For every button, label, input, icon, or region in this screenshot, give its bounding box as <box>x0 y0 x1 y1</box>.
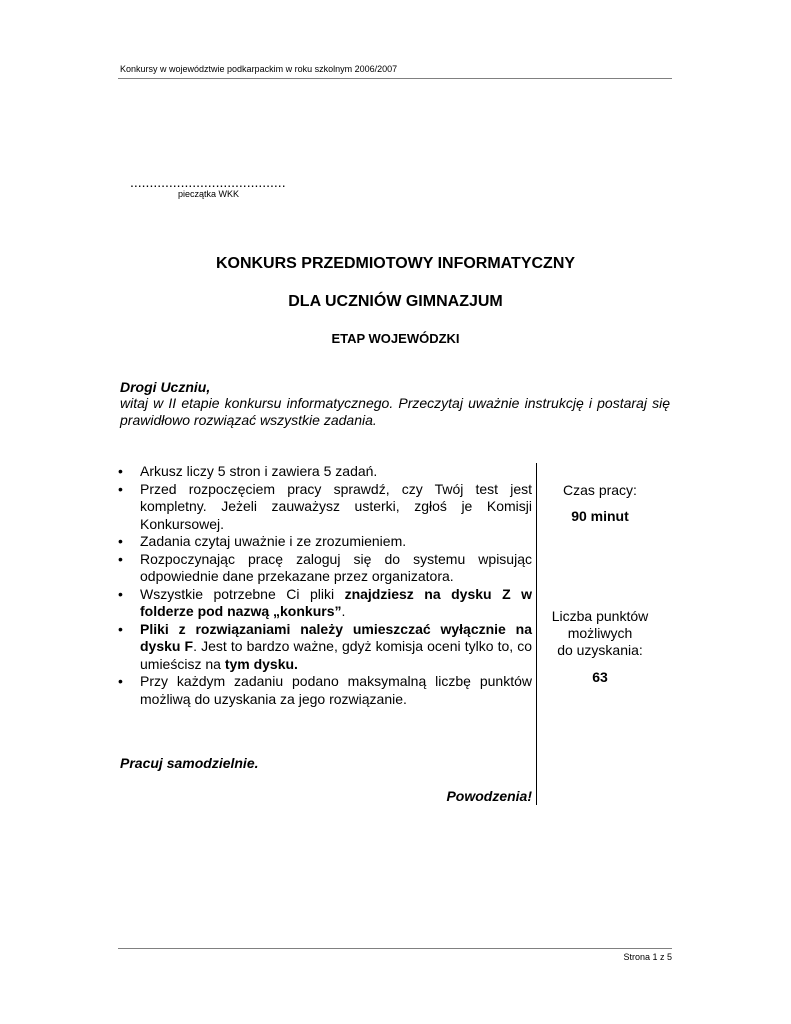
document-title: KONKURS PRZEDMIOTOWY INFORMATYCZNY <box>215 255 576 272</box>
stamp-placeholder: ........................................ <box>130 174 286 190</box>
time-label: Czas pracy: <box>563 482 637 498</box>
points-label-line: możliwych <box>567 625 633 641</box>
bullet: • <box>118 620 123 637</box>
header-divider <box>118 78 672 79</box>
list-item <box>118 463 532 481</box>
good-luck-note: Powodzenia! <box>446 788 532 804</box>
column-divider <box>536 463 537 805</box>
footer-divider <box>118 948 672 949</box>
page-number: Strona 1 z 5 <box>623 952 672 962</box>
instructions-list <box>118 463 532 708</box>
points-label <box>540 608 660 659</box>
instructions-box <box>118 463 532 708</box>
document-subtitle: DLA UCZNIÓW GIMNAZJUM <box>288 293 503 310</box>
instruction-text: Rozpoczynając pracę zaloguj się do systemu wpisując odpowiednie dane przekazane przez organizatora. <box>140 550 532 584</box>
list-item <box>118 551 532 586</box>
time-value: 90 minut <box>571 508 629 524</box>
bullet: • <box>118 533 123 549</box>
points-label-line: do uzyskania: <box>557 642 643 658</box>
instruction-text: Arkusz liczy 5 stron i zawiera 5 zadań. <box>140 463 378 479</box>
bullet: • <box>118 673 123 689</box>
points-value: 63 <box>592 669 608 685</box>
list-item <box>118 533 532 551</box>
instruction-emphasis: znajdziesz na dysku Z w folderze pod nazwą „konkurs” <box>140 585 532 619</box>
bullet: • <box>118 480 123 497</box>
work-alone-note: Pracuj samodzielnie. <box>120 755 259 771</box>
points-label-line: Liczba punktów <box>551 608 649 624</box>
list-item <box>118 673 532 708</box>
list-item <box>118 481 532 534</box>
page-header: Konkursy w województwie podkarpackim w roku szkolnym 2006/2007 <box>120 64 398 74</box>
instruction-text: . Jest to bardzo ważne, gdyż komisja oceni tylko to, co umieścisz na <box>140 638 533 672</box>
list-item <box>118 621 532 674</box>
instruction-text: Wszystkie potrzebne Ci pliki <box>140 585 345 602</box>
intro-paragraph: witaj w II etapie konkursu informatycznego. Przeczytaj uważnie instrukcję i postaraj się prawidłowo rozwiązać wszystkie zadania. <box>120 395 670 428</box>
bullet: • <box>118 550 123 567</box>
stamp-label: pieczątka WKK <box>178 189 240 199</box>
instruction-text: Przed rozpoczęciem pracy sprawdź, czy Twój test jest kompletny. Jeżeli zauważysz usterki, zgłoś je Komisji Konkursowej. <box>140 480 532 532</box>
instruction-text: Przy każdym zadaniu podano maksymalną liczbę punktów możliwą do uzyskania za jego rozwiązanie. <box>140 673 532 707</box>
bullet: • <box>118 585 123 602</box>
instruction-text: Zadania czytaj uważnie i ze zrozumieniem. <box>140 533 407 549</box>
instruction-emphasis: tym dysku. <box>224 655 298 672</box>
list-item <box>118 586 532 621</box>
bullet: • <box>118 463 123 479</box>
greeting: Drogi Uczniu, <box>120 379 211 395</box>
instruction-emphasis: Pliki z rozwiązaniami należy umieszczać wyłącznie na dysku F <box>140 620 532 654</box>
instruction-text: . <box>341 603 346 619</box>
stage-title: ETAP WOJEWÓDZKI <box>331 331 460 346</box>
